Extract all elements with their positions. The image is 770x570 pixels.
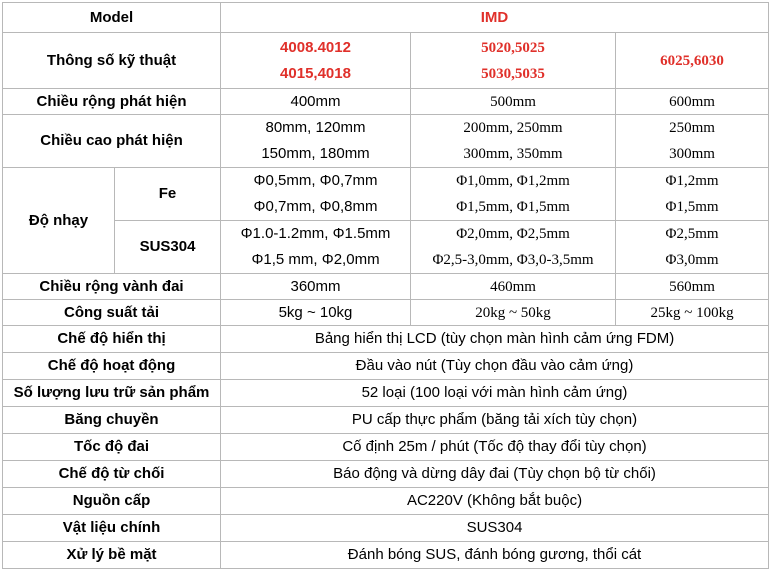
load-value-1: 5kg ~ 10kg <box>221 300 411 326</box>
surface-value: Đánh bóng SUS, đánh bóng gương, thổi cát <box>221 542 769 569</box>
spec-table <box>2 2 769 569</box>
conveyor-label: Băng chuyền <box>3 407 221 434</box>
height-value-1: 80mm, 120mm 150mm, 180mm <box>221 115 411 168</box>
model-group-2: 5020,5025 5030,5035 <box>411 33 616 89</box>
power-row <box>3 488 769 515</box>
width-value-3: 600mm <box>616 89 769 115</box>
storage-label: Số lượng lưu trữ sản phẩm <box>3 380 221 407</box>
belt-width-value-3: 560mm <box>616 274 769 300</box>
height-value-2: 200mm, 250mm 300mm, 350mm <box>411 115 616 168</box>
material-row <box>3 515 769 542</box>
height-value-3: 250mm 300mm <box>616 115 769 168</box>
belt-width-row <box>3 274 769 300</box>
width-row <box>3 89 769 115</box>
load-value-2: 20kg ~ 50kg <box>411 300 616 326</box>
operation-value: Đầu vào nút (Tùy chọn đầu vào cảm ứng) <box>221 353 769 380</box>
model-header: Model <box>3 3 221 33</box>
display-value: Bảng hiển thị LCD (tùy chọn màn hình cảm ứng FDM) <box>221 326 769 353</box>
storage-value: 52 loại (100 loại với màn hình cảm ứng) <box>221 380 769 407</box>
storage-row <box>3 380 769 407</box>
header-row <box>3 3 769 33</box>
fe-label: Fe <box>115 168 221 221</box>
sensitivity-sus-row <box>3 221 769 274</box>
reject-value: Báo động và dừng dây đai (Tùy chọn bộ từ chối) <box>221 461 769 488</box>
conveyor-row <box>3 407 769 434</box>
conveyor-value: PU cấp thực phẩm (băng tải xích tùy chọn) <box>221 407 769 434</box>
display-label: Chế độ hiển thị <box>3 326 221 353</box>
width-value-2: 500mm <box>411 89 616 115</box>
width-value-1: 400mm <box>221 89 411 115</box>
sensitivity-label: Độ nhạy <box>3 168 115 274</box>
surface-row <box>3 542 769 569</box>
sus-value-3: Φ2,5mm Φ3,0mm <box>616 221 769 274</box>
power-value: AC220V (Không bắt buộc) <box>221 488 769 515</box>
material-value: SUS304 <box>221 515 769 542</box>
operation-label: Chế độ hoạt động <box>3 353 221 380</box>
specs-row <box>3 33 769 89</box>
reject-row <box>3 461 769 488</box>
surface-label: Xử lý bề mặt <box>3 542 221 569</box>
material-label: Vật liệu chính <box>3 515 221 542</box>
load-value-3: 25kg ~ 100kg <box>616 300 769 326</box>
sus-value-2: Φ2,0mm, Φ2,5mm Φ2,5-3,0mm, Φ3,0-3,5mm <box>411 221 616 274</box>
load-row <box>3 300 769 326</box>
height-row <box>3 115 769 168</box>
belt-width-value-1: 360mm <box>221 274 411 300</box>
display-row <box>3 326 769 353</box>
belt-width-label: Chiều rộng vành đai <box>3 274 221 300</box>
load-label: Công suất tải <box>3 300 221 326</box>
power-label: Nguồn cấp <box>3 488 221 515</box>
reject-label: Chế độ từ chối <box>3 461 221 488</box>
operation-row <box>3 353 769 380</box>
model-group-1: 4008.4012 4015,4018 <box>221 33 411 89</box>
model-group-3: 6025,6030 <box>616 33 769 89</box>
sus-label: SUS304 <box>115 221 221 274</box>
speed-row <box>3 434 769 461</box>
belt-width-value-2: 460mm <box>411 274 616 300</box>
fe-value-1: Φ0,5mm, Φ0,7mm Φ0,7mm, Φ0,8mm <box>221 168 411 221</box>
speed-label: Tốc độ đai <box>3 434 221 461</box>
height-label: Chiều cao phát hiện <box>3 115 221 168</box>
imd-header: IMD <box>221 3 769 33</box>
sus-value-1: Φ1.0-1.2mm, Φ1.5mm Φ1,5 mm, Φ2,0mm <box>221 221 411 274</box>
sensitivity-fe-row <box>3 168 769 221</box>
width-label: Chiều rộng phát hiện <box>3 89 221 115</box>
speed-value: Cố định 25m / phút (Tốc độ thay đổi tùy chọn) <box>221 434 769 461</box>
specs-label: Thông số kỹ thuật <box>3 33 221 89</box>
fe-value-2: Φ1,0mm, Φ1,2mm Φ1,5mm, Φ1,5mm <box>411 168 616 221</box>
fe-value-3: Φ1,2mm Φ1,5mm <box>616 168 769 221</box>
